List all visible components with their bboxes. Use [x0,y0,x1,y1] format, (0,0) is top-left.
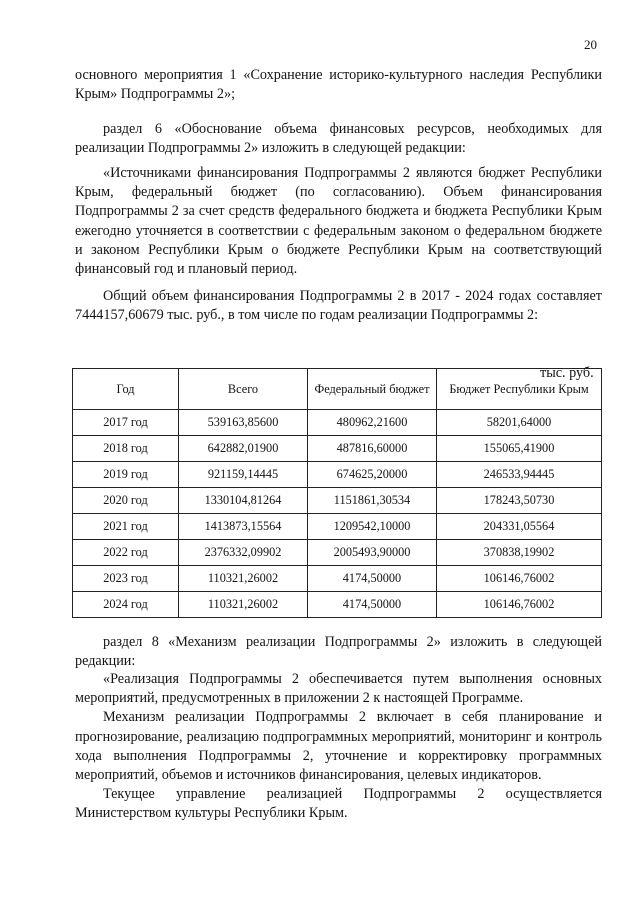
section8-heading-block [75,633,602,671]
section8-paragraph-3: Текущее управление реализацией Подпрограммы 2 осуществляется Министерством культуры Республики Крым. [75,786,602,822]
section6-heading: раздел 6 «Обоснование объема финансовых ресурсов, необходимых для реализации Подпрограммы 2» изложить в следующей редакции: [75,121,602,157]
header-total: Всего [179,369,308,410]
cell-total: 2376332,09902 [179,540,308,566]
cell-year: 2024 год [73,592,179,618]
table-row [73,488,602,514]
cell-total: 642882,01900 [179,436,308,462]
table-row [73,514,602,540]
cell-total: 921159,14445 [179,462,308,488]
intro-paragraph-block [75,66,602,104]
cell-year: 2019 год [73,462,179,488]
cell-federal: 2005493,90000 [308,540,437,566]
table-header-row [73,369,602,410]
cell-republic: 204331,05564 [437,514,602,540]
section8-paragraph-2: Механизм реализации Подпрограммы 2 включает в себя планирование и прогнозирование, реализацию подпрограммных мероприятий, мониторинг и контроль хода выполнения Подпрограммы 2, уточнение и корректировку программных мероприятий, объемов и источников финансирования, целевых индикаторов. [75,709,602,784]
table-row [73,462,602,488]
financing-table [72,368,602,618]
total-paragraph-block [75,287,602,325]
sources-paragraph: «Источниками финансирования Подпрограммы 2 являются бюджет Республики Крым, федеральный бюджет (по согласованию). Объем финансирования Подпрограммы 2 за счет средств федерального бюджета и бюджета Республики Крым ежегодно уточняется в соответствии с федеральным законом о федеральном бюджете и законом Республики Крым о бюджете Республики Крым на соответствующий финансовый год и плановый период. [75,165,602,278]
cell-year: 2017 год [73,410,179,436]
cell-federal: 4174,50000 [308,592,437,618]
header-republic: Бюджет Республики Крым [437,369,602,410]
sources-paragraph-block [75,164,602,279]
table-row [73,566,602,592]
table-row [73,592,602,618]
cell-republic: 370838,19902 [437,540,602,566]
cell-federal: 4174,50000 [308,566,437,592]
cell-total: 110321,26002 [179,566,308,592]
cell-year: 2023 год [73,566,179,592]
section8-body [75,670,602,824]
cell-republic: 155065,41900 [437,436,602,462]
cell-federal: 1209542,10000 [308,514,437,540]
cell-republic: 58201,64000 [437,410,602,436]
table-row [73,540,602,566]
header-federal: Федеральный бюджет [308,369,437,410]
cell-federal: 1151861,30534 [308,488,437,514]
cell-year: 2021 год [73,514,179,540]
cell-federal: 480962,21600 [308,410,437,436]
cell-year: 2018 год [73,436,179,462]
cell-total: 110321,26002 [179,592,308,618]
cell-republic: 178243,50730 [437,488,602,514]
cell-republic: 246533,94445 [437,462,602,488]
cell-year: 2020 год [73,488,179,514]
cell-republic: 106146,76002 [437,592,602,618]
section6-heading-block [75,120,602,158]
section8-paragraph-1: «Реализация Подпрограммы 2 обеспечивается путем выполнения основных мероприятий, предусмотренных в приложении 2 к настоящей Программе. [75,671,602,707]
cell-federal: 487816,60000 [308,436,437,462]
cell-year: 2022 год [73,540,179,566]
cell-total: 1413873,15564 [179,514,308,540]
cell-total: 1330104,81264 [179,488,308,514]
cell-republic: 106146,76002 [437,566,602,592]
total-paragraph: Общий объем финансирования Подпрограммы 2 в 2017 - 2024 годах составляет 7444157,60679 тыс. руб., в том числе по годам реализации Подпрограммы 2: [75,288,602,324]
header-year: Год [73,369,179,410]
table-row [73,436,602,462]
table-row [73,410,602,436]
cell-total: 539163,85600 [179,410,308,436]
cell-federal: 674625,20000 [308,462,437,488]
page-number: 20 [584,37,597,52]
unit-label: тыс. руб. [540,365,594,381]
section8-heading: раздел 8 «Механизм реализации Подпрограммы 2» изложить в следующей редакции: [75,634,602,670]
intro-paragraph: основного мероприятия 1 «Сохранение историко-культурного наследия Республики Крым» Подпрограммы 2»; [75,67,602,103]
